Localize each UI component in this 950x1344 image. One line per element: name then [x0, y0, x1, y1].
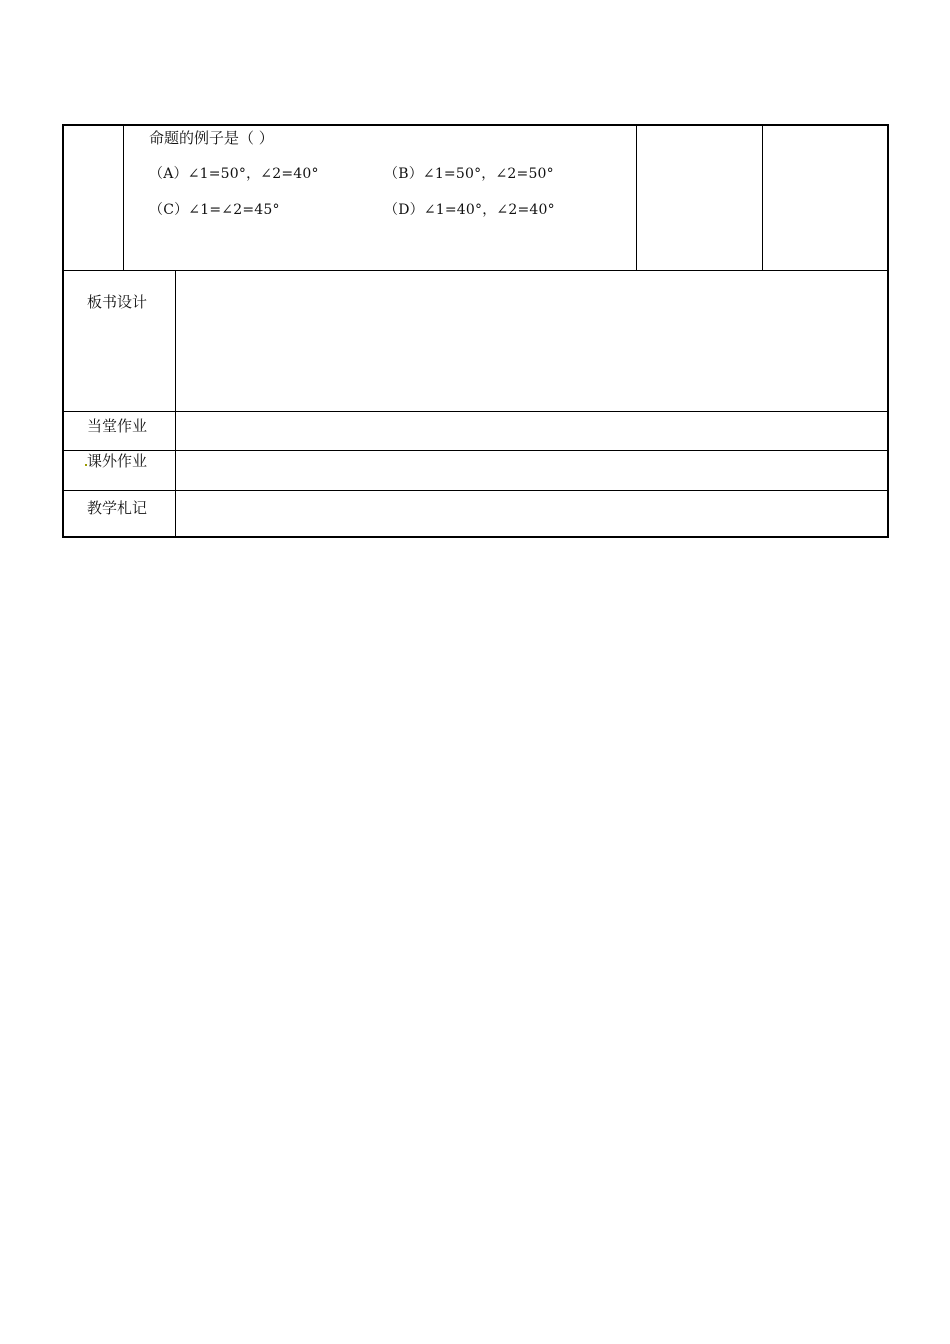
- top-row-divider-1: [123, 124, 124, 271]
- top-row-divider-3: [762, 124, 763, 271]
- row-separator-2: [62, 411, 888, 412]
- label-column-divider: [175, 270, 176, 537]
- table-top-border: [62, 124, 889, 126]
- question-stem: 命题的例子是（ ）: [149, 129, 274, 147]
- extra-homework-label: 课外作业: [87, 452, 148, 470]
- row-separator-4: [62, 490, 888, 491]
- board-design-label: 板书设计: [87, 293, 148, 311]
- class-homework-label: 当堂作业: [87, 417, 148, 435]
- row-separator-3: [62, 450, 888, 451]
- option-b: （B）∠1=50°，∠2=50°: [384, 166, 554, 182]
- table-bottom-border: [62, 536, 889, 538]
- option-a: （A）∠1=50°，∠2=40°: [149, 166, 319, 182]
- option-d: （D）∠1=40°，∠2=40°: [384, 202, 555, 218]
- table-right-border: [887, 124, 889, 538]
- row-separator-1: [62, 270, 888, 271]
- table-left-border: [62, 124, 64, 538]
- option-c: （C）∠1=∠2=45°: [149, 202, 280, 218]
- teaching-notes-label: 教学札记: [87, 499, 148, 517]
- top-row-divider-2: [636, 124, 637, 271]
